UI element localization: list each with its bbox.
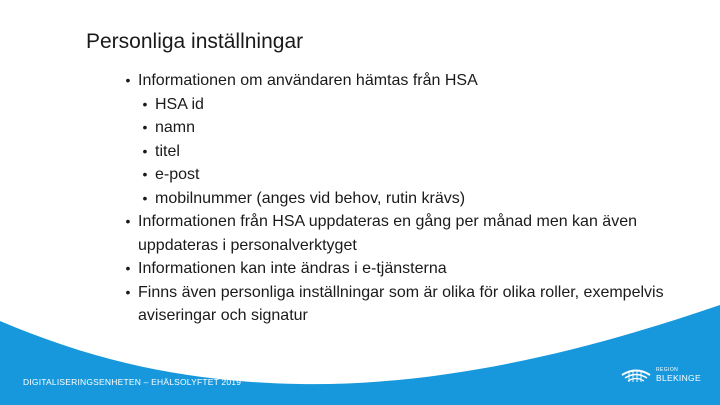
bullet-item bbox=[118, 69, 678, 93]
bullet-icon: • bbox=[142, 166, 148, 182]
logo-region-text: REGION bbox=[656, 367, 679, 373]
sub-bullet-text: e-post bbox=[155, 166, 200, 183]
sub-bullet-item bbox=[135, 93, 678, 117]
bullet-icon: • bbox=[142, 119, 148, 135]
footer-wave bbox=[0, 285, 720, 405]
sub-bullet-item bbox=[135, 163, 678, 187]
sub-bullet-text: mobilnummer (anges vid behov, rutin krävs) bbox=[155, 189, 466, 207]
logo-name-text: BLEKINGE bbox=[656, 373, 701, 383]
sub-bullet-text: titel bbox=[155, 142, 180, 160]
bullet-text: Informationen kan inte ändras i e-tjänsterna bbox=[138, 260, 447, 277]
bullet-text: Informationen från HSA uppdateras en gång per månad men kan även uppdateras i personalverktyget bbox=[138, 213, 637, 254]
region-blekinge-logo-icon bbox=[619, 365, 653, 385]
bullet-icon: • bbox=[125, 283, 131, 300]
bullet-icon: • bbox=[125, 260, 131, 276]
bullet-icon: • bbox=[125, 213, 131, 229]
sub-bullet-text: namn bbox=[155, 119, 196, 136]
bullet-icon: • bbox=[125, 72, 131, 88]
footer-text: DIGITALISERINGSENHETEN – EHÄLSOLYFTET 2019 bbox=[23, 377, 242, 387]
bullet-item bbox=[118, 257, 678, 281]
bullet-icon: • bbox=[142, 142, 148, 159]
bullet-item bbox=[118, 210, 678, 257]
bullet-icon: • bbox=[142, 189, 148, 206]
bullet-icon: • bbox=[142, 95, 148, 112]
sub-bullet-list bbox=[118, 93, 678, 211]
sub-bullet-item bbox=[135, 187, 678, 211]
sub-bullet-item bbox=[135, 116, 678, 140]
bullet-text: Finns även personliga inställningar som är olika för olika roller, exempelvis aviseringar och signatur bbox=[138, 283, 664, 324]
footer-wave-shape bbox=[0, 305, 720, 405]
bullet-text: Informationen om användaren hämtas från HSA bbox=[138, 72, 478, 89]
sub-bullet-text: HSA id bbox=[155, 95, 204, 113]
sub-bullet-item bbox=[135, 140, 678, 164]
slide-title: Personliga inställningar bbox=[86, 30, 304, 53]
